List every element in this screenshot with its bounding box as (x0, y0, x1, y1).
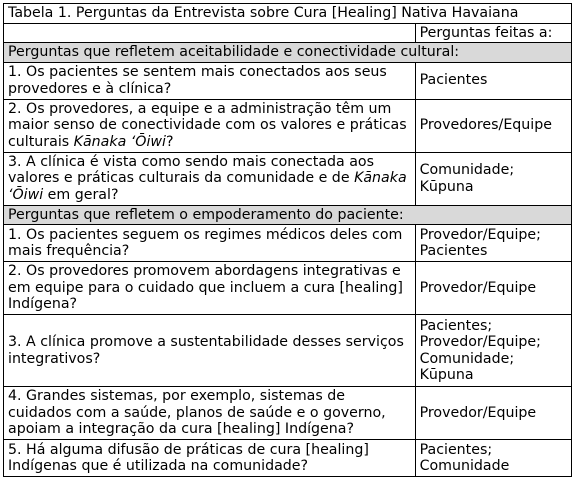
section-header-row (4, 205, 572, 225)
table-row (4, 387, 572, 440)
table-row (4, 99, 572, 152)
asked-to-cell (415, 440, 571, 477)
table-row (4, 225, 572, 262)
question-text: 3. A clínica promove a sustentabilidade desses serviços integrativos? (8, 334, 404, 367)
asked-to-text: Pacientes; (419, 317, 493, 334)
question-cell (4, 62, 416, 99)
question-text: 2. Os provedores, a equipe e a administração têm um maior senso de conectividade com os valores e práticas culturais (8, 100, 407, 150)
question-text: 2. Os provedores promovem abordagens integrativas e em equipe para o cuidado que incluem a cura [healing] Indígena? (8, 263, 403, 313)
question-cell (4, 387, 416, 440)
asked-to-cell (415, 262, 571, 315)
question-text: 1. Os pacientes se sentem mais conectados aos seus provedores e à clínica? (8, 64, 387, 97)
question-text: 5. Há alguma difusão de práticas de cura [healing] Indígenas que é utilizada na comunidade? (8, 441, 369, 474)
table-row (4, 315, 572, 387)
asked-to-cell (415, 62, 571, 99)
section-heading: Perguntas que refletem aceitabilidade e conectividade cultural: (4, 43, 572, 63)
asked-to-cell (415, 315, 571, 387)
question-text: 1. Os pacientes seguem os regimes médicos deles com mais frequência? (8, 226, 403, 259)
column-header-questions (4, 23, 416, 43)
column-header-asked-to: Perguntas feitas a: (415, 23, 571, 43)
asked-to-text: Kūpuna (419, 367, 474, 383)
asked-to-text: Comunidade (419, 458, 510, 474)
asked-to-cell (415, 225, 571, 262)
section-heading: Perguntas que refletem o empoderamento do paciente: (4, 205, 572, 225)
table-row (4, 62, 572, 99)
table-title: Tabela 1. Perguntas da Entrevista sobre Cura [Healing] Nativa Havaiana (4, 4, 572, 24)
question-cell (4, 225, 416, 262)
asked-to-text: Comunidade; (419, 162, 515, 178)
question-cell (4, 440, 416, 477)
asked-to-text: Pacientes; (419, 441, 493, 458)
asked-to-text: Kūpuna (419, 178, 474, 195)
question-text-end: em geral? (43, 186, 119, 203)
question-cell (4, 99, 416, 152)
asked-to-text: Pacientes (419, 243, 488, 259)
question-italic-term: Kānaka ʻŌiwi (73, 133, 166, 150)
asked-to-cell (415, 152, 571, 205)
question-text: 4. Grandes sistemas, por exemplo, sistemas de cuidados com a saúde, planos de saúde e o governo, apoiam a integração da cura [healing] Indígena? (8, 388, 386, 438)
asked-to-cell (415, 99, 571, 152)
asked-to-text: Provedores/Equipe (419, 117, 552, 134)
question-text-end: ? (165, 133, 174, 150)
asked-to-text: Provedor/Equipe; (419, 226, 541, 243)
question-cell (4, 262, 416, 315)
asked-to-text: Provedor/Equipe (419, 404, 537, 421)
asked-to-cell (415, 387, 571, 440)
question-italic-term: Kānaka ʻŌiwi (8, 170, 407, 203)
question-cell (4, 315, 416, 387)
asked-to-text: Provedor/Equipe (419, 279, 537, 296)
question-cell (4, 152, 416, 205)
table-title-row (4, 4, 572, 24)
asked-to-text: Comunidade; (419, 350, 515, 367)
asked-to-text: Pacientes (419, 72, 488, 89)
column-header-row (4, 23, 572, 43)
table-row (4, 152, 572, 205)
question-text: 3. A clínica é vista como sendo mais conectada aos valores e práticas culturais da comunidade e de (8, 153, 375, 187)
section-header-row (4, 43, 572, 63)
interview-questions-table (3, 3, 572, 477)
table-row (4, 440, 572, 477)
table-row (4, 262, 572, 315)
asked-to-text: Provedor/Equipe; (419, 334, 541, 350)
